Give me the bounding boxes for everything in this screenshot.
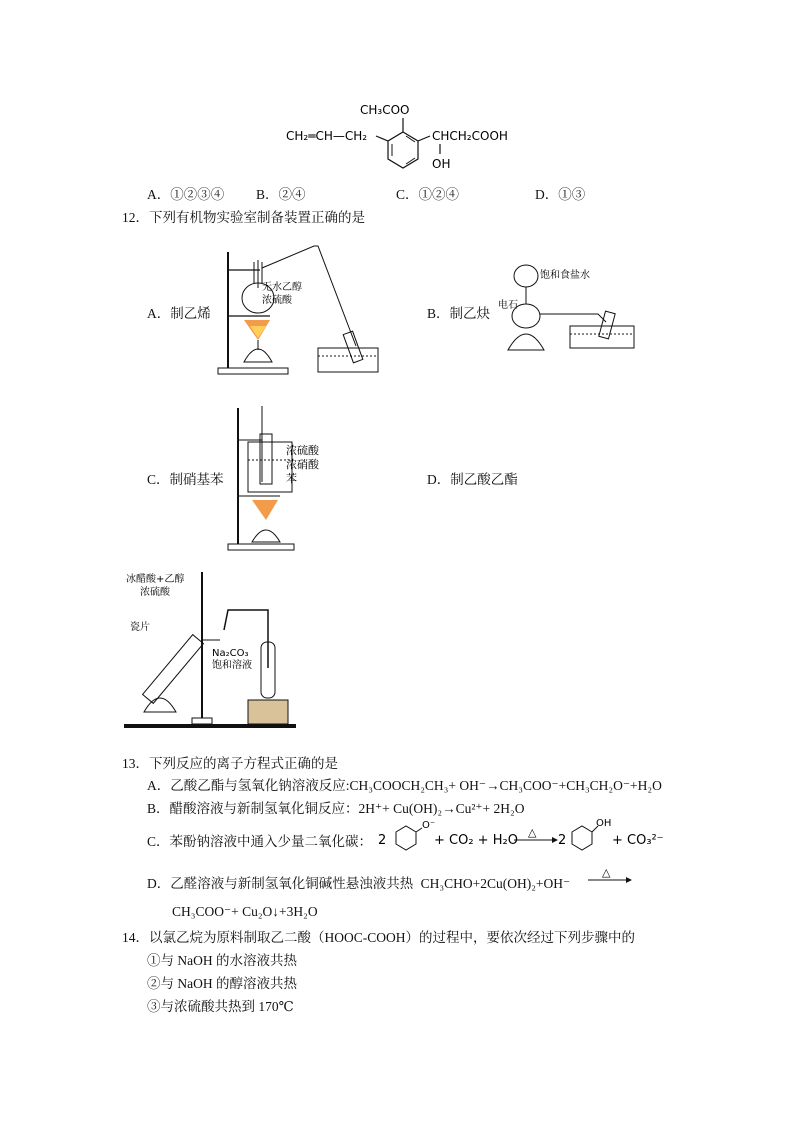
hydroxyl-group: OH <box>432 157 451 171</box>
q11-option-c[interactable]: C．①②④ <box>396 187 460 202</box>
apparatus-ethylene <box>214 240 384 378</box>
q13-c-equation <box>378 812 678 858</box>
acetyl-group: CH₃COO <box>360 103 410 117</box>
label-c-benzene: 苯 <box>286 472 297 485</box>
label-porcelain: 瓷片 <box>130 622 150 633</box>
label-calcium-carbide: 电石 <box>498 300 518 311</box>
label-brine: 饱和食盐水 <box>540 270 590 281</box>
label-absolute-ethanol: 无水乙醇 <box>262 282 302 293</box>
allyl-group: CH₂═CH—CH₂ <box>286 129 368 143</box>
q14-step-2[interactable]: ②与 NaOH 的醇溶液共热 <box>147 976 297 991</box>
q12-option-a[interactable]: A．制乙烯 <box>147 306 211 321</box>
q11-option-b[interactable]: B．②④ <box>256 187 306 202</box>
svg-text:2: 2 <box>558 833 567 848</box>
q12-option-c[interactable]: C．制硝基苯 <box>147 472 224 487</box>
q13-b-equation: 2H⁺+ Cu(OH)₂→Cu²⁺+ 2H₂O <box>358 801 525 816</box>
label-conc-sulfuric: 浓硫酸 <box>262 295 292 306</box>
q11-option-d[interactable]: D．①③ <box>535 187 586 202</box>
q14-step-3[interactable]: ③与浓硫酸共热到 170℃ <box>147 999 294 1014</box>
q13-d-equation-continued: CH₃COO⁻+ Cu₂O↓+3H₂O <box>172 904 318 919</box>
svg-text:△: △ <box>602 866 611 879</box>
q12-stem: 12．下列有机物实验室制备装置正确的是 <box>122 210 365 225</box>
svg-text:2: 2 <box>378 833 387 848</box>
label-acetic-ethanol: 冰醋酸+乙醇 <box>126 574 185 585</box>
svg-text:OH: OH <box>596 818 612 829</box>
q12-option-d[interactable]: D．制乙酸乙酯 <box>427 472 518 487</box>
q13-option-c-text[interactable]: C．苯酚钠溶液中通入少量二氧化碳： <box>147 834 373 849</box>
q14-step-1[interactable]: ①与 NaOH 的水溶液共热 <box>147 953 297 968</box>
side-chain: CHCH₂COOH <box>432 129 508 143</box>
q13-a-equation: CH₃COOCH₂CH₃+ OH⁻→CH₃COO⁻+CH₃CH₂O⁻+H₂O <box>349 778 662 793</box>
q13-option-d[interactable] <box>147 872 570 892</box>
apparatus-ethyl-acetate <box>120 568 300 732</box>
apparatus-acetylene <box>498 258 638 358</box>
q13-b-text: B．醋酸溶液与新制氢氧化铜反应： <box>147 801 359 816</box>
svg-text:+ CO₂ + H₂O: + CO₂ + H₂O <box>434 833 518 848</box>
label-d-sulfuric: 浓硫酸 <box>140 587 170 598</box>
q12-option-b[interactable]: B．制乙炔 <box>427 306 491 321</box>
label-saturated-solution: 饱和溶液 <box>212 660 252 671</box>
q14-stem: 14．以氯乙烷为原料制取乙二酸（HOOC-COOH）的过程中，要依次经过下列步骤中的 <box>122 930 635 945</box>
svg-text:+ CO₃²⁻: + CO₃²⁻ <box>612 833 664 848</box>
structure-q11 <box>280 98 520 178</box>
q13-stem: 13．下列反应的离子方程式正确的是 <box>122 756 338 771</box>
q13-d-equation: CH₃CHO+2Cu(OH)₂+OH⁻ <box>420 876 571 891</box>
svg-text:△: △ <box>528 826 537 839</box>
q13-d-arrow <box>586 864 634 888</box>
q13-option-a[interactable] <box>147 774 662 794</box>
label-c-sulfuric: 浓硫酸 <box>286 444 319 457</box>
q13-a-text: A．乙酸乙酯与氢氧化钠溶液反应: <box>147 778 350 793</box>
svg-text:O⁻: O⁻ <box>422 820 436 831</box>
label-sodium-carbonate: Na₂CO₃ <box>212 648 249 659</box>
label-c-nitric: 浓硝酸 <box>286 458 319 471</box>
apparatus-nitrobenzene <box>222 402 342 552</box>
q13-d-text: D．乙醛溶液与新制氢氧化铜碱性悬浊液共热 <box>147 876 414 891</box>
q11-option-a[interactable]: A．①②③④ <box>147 187 225 202</box>
